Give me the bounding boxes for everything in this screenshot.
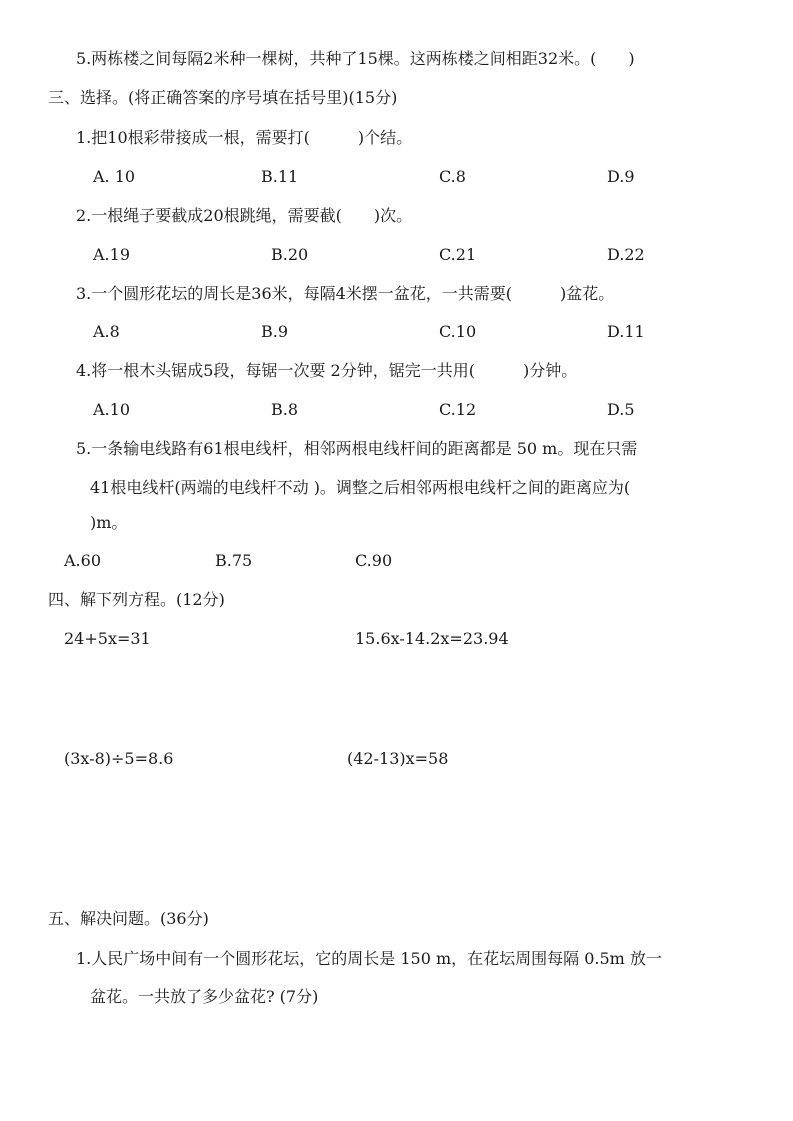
q3-option-d: D.11	[607, 322, 645, 341]
equation-3: (3x-8)÷5=8.6	[64, 749, 174, 768]
choice-question-4: 4.将一根木头锯成5段，每锯一次要 2分钟，锯完一共用( )分钟。	[76, 361, 578, 380]
q5-option-b: B.75	[215, 551, 253, 570]
q2-option-c: C.21	[439, 245, 477, 264]
section-4-heading: 四、解下列方程。(12分)	[48, 590, 225, 609]
choice-question-2: 2.一根绳子要截成20根跳绳，需要截( )次。	[76, 206, 413, 225]
choice-question-1: 1.把10根彩带接成一根，需要打( )个结。	[76, 128, 413, 147]
q2-option-a: A.19	[93, 245, 130, 264]
q1-option-a: A. 10	[93, 167, 136, 186]
q5-option-c: C.90	[355, 551, 393, 570]
true-false-question-5: 5.两栋楼之间每隔2米种一棵树，共种了15棵。这两栋楼之间相距32米。( )	[76, 49, 635, 68]
q3-option-b: B.9	[261, 322, 289, 341]
q4-option-b: B.8	[271, 400, 299, 419]
q2-option-b: B.20	[271, 245, 309, 264]
section-3-heading: 三、选择。(将正确答案的序号填在括号里)(15分)	[48, 88, 398, 107]
q5-option-a: A.60	[64, 551, 101, 570]
equation-4: (42-13)x=58	[347, 749, 449, 768]
choice-question-5-line-2: 41根电线杆(两端的电线杆不动 )。调整之后相邻两根电线杆之间的距离应为(	[90, 478, 631, 497]
q1-option-c: C.8	[439, 167, 466, 186]
problem-1-line-2: 盆花。一共放了多少盆花? (7分)	[90, 987, 319, 1006]
q1-option-d: D.9	[607, 167, 635, 186]
q1-option-b: B.11	[261, 167, 299, 186]
choice-question-5-line-1: 5.一条输电线路有61根电线杆，相邻两根电线杆间的距离都是 50 m。现在只需	[76, 439, 638, 458]
choice-question-3: 3.一个圆形花坛的周长是36米，每隔4米摆一盆花，一共需要( )盆花。	[76, 284, 615, 303]
section-5-heading: 五、解决问题。(36分)	[48, 909, 209, 928]
q4-option-c: C.12	[439, 400, 477, 419]
choice-question-5-line-3: )m。	[90, 513, 128, 532]
q2-option-d: D.22	[607, 245, 645, 264]
equation-1: 24+5x=31	[64, 629, 151, 648]
problem-1-line-1: 1.人民广场中间有一个圆形花坛，它的周长是 150 m，在花坛周围每隔 0.5m 放一	[76, 949, 662, 968]
q4-option-d: D.5	[607, 400, 635, 419]
equation-2: 15.6x-14.2x=23.94	[355, 629, 509, 648]
q4-option-a: A.10	[93, 400, 130, 419]
q3-option-c: C.10	[439, 322, 477, 341]
q3-option-a: A.8	[93, 322, 120, 341]
